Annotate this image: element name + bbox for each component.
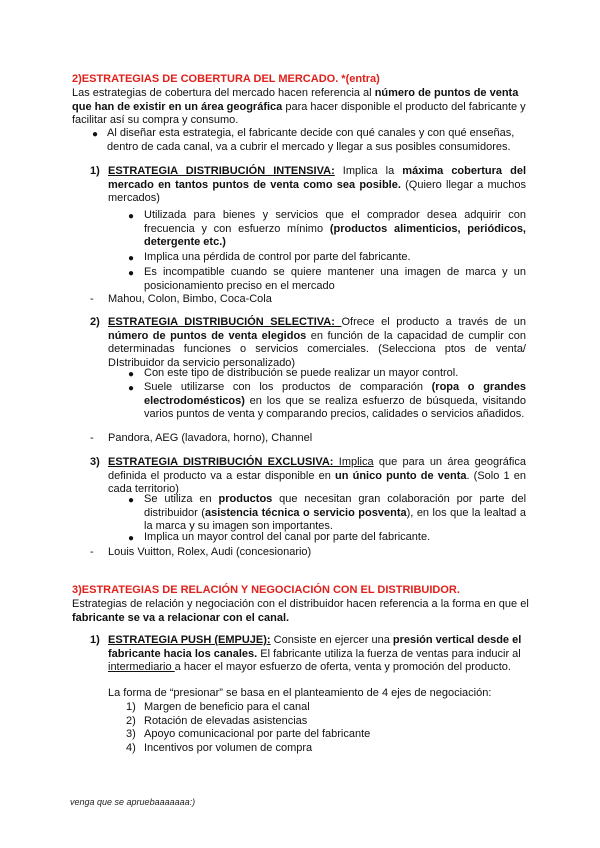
text-run: . (Solo 1 en cada territorio): [108, 469, 526, 495]
exclusive-example: Louis Vuitton, Rolex, Audi (concesionario): [108, 546, 312, 558]
text-run: [335, 316, 342, 328]
text-run: asistencia técnica o servicio posventa: [204, 506, 407, 519]
text-run: un único punto de venta: [335, 469, 467, 482]
text-run: Implica la: [334, 165, 403, 177]
bullet-icon: ●: [128, 495, 135, 506]
list-item: [126, 701, 506, 715]
intensive-bullet-1: [144, 209, 526, 250]
section-2-intro: [72, 87, 534, 128]
strategy-exclusive-text: [108, 456, 526, 497]
text-run: (Quiero llegar a muchos mercados): [108, 178, 526, 204]
text-run: a hacer el mayor esfuerzo de oferta, venta y promoción del producto.: [174, 661, 511, 673]
text-run: intermediario: [108, 661, 175, 673]
intensive-example: Mahou, Colon, Bimbo, Coca-Cola: [108, 293, 272, 305]
text-run: en los que se realiza esfuerzo de búsqueda, visitando varios puntos de venta y comparando precios, calidades o servicios añadidos.: [144, 394, 526, 420]
list-number: 4): [126, 741, 136, 754]
item-number: 1): [90, 634, 100, 646]
text-run: Las estrategias de cobertura del mercado hacen referencia al: [72, 87, 375, 99]
text-run: Se utiliza en: [144, 493, 219, 505]
text-run: Estrategias de relación y negociación con el distribuidor hacen referencia a la forma en que el: [72, 598, 529, 610]
exclusive-bullet-1: [144, 493, 526, 534]
list-text: Rotación de elevadas asistencias: [144, 714, 308, 727]
selective-bullet-1: [144, 367, 526, 381]
negotiation-axes-list: [126, 701, 506, 755]
text-run: Implica un mayor control del canal por parte del fabricante.: [144, 531, 431, 543]
section-3-title: 3)ESTRATEGIAS DE RELACIÓN Y NEGOCIACIÓN CON EL DISTRIBUIDOR.: [72, 584, 460, 596]
intensive-bullet-3: [144, 266, 526, 293]
text-run: ), en los que la lealtad a la marca y su imagen son importantes.: [144, 506, 526, 532]
text-run: que necesitan gran colaboración por parte del distribuidor (: [144, 493, 527, 519]
list-item: [126, 742, 506, 756]
dash-marker: -: [90, 546, 94, 558]
bullet-icon: ●: [128, 383, 135, 394]
list-item: [126, 728, 506, 742]
strategy-intensive-text: [108, 165, 526, 206]
bullet-icon: ●: [128, 369, 135, 380]
bullet-icon: ●: [128, 268, 135, 279]
list-number: 2): [126, 714, 136, 727]
text-run: productos: [218, 493, 273, 505]
section-2-title: 2)ESTRATEGIAS DE COBERTURA DEL MERCADO. *(entra): [72, 73, 380, 85]
exclusive-bullet-2: [144, 531, 526, 545]
negotiation-lead: La forma de “presionar” se basa en el planteamiento de 4 ejes de negociación:: [108, 687, 492, 699]
strategy-push-text: [108, 634, 528, 675]
intensive-bullet-2: [144, 251, 526, 265]
list-text: Margen de beneficio para el canal: [144, 701, 310, 713]
text-run: máxima cobertura del mercado en tantos puntos de venta como sea posible.: [108, 165, 526, 191]
list-text: Apoyo comunicacional por parte del fabricante: [144, 728, 371, 740]
bullet-icon: ●: [128, 533, 135, 544]
text-run: ESTRATEGIA DISTRIBUCIÓN INTENSIVA:: [108, 165, 335, 177]
footer-note: venga que se apruebaaaaaaa:): [70, 797, 196, 807]
text-run: fabricante se va a relacionar con el canal.: [72, 611, 290, 624]
text-run: Con este tipo de distribución se puede realizar un mayor control.: [144, 367, 459, 379]
section-2-bullet: Al diseñar esta estrategia, el fabricante decide con qué canales y con qué enseñas, dentro de cada canal, va a cubrir el mercado y llegar a sus posibles consumidores.: [107, 127, 515, 153]
text-run: Implica una pérdida de control por parte del fabricante.: [144, 251, 411, 263]
text-run: Ofrece el producto a través de un: [341, 316, 526, 328]
text-run: ESTRATEGIA PUSH (EMPUJE):: [108, 634, 271, 646]
text-run: número de puntos de venta elegidos: [108, 329, 307, 342]
text-run: en función de la capacidad de cumplir con determinadas funciones o servicios comerciales. (Selecciona ptos de venta/ DIstribuidor da servicio personalizado): [108, 329, 526, 369]
item-number: 1): [90, 165, 100, 177]
text-run: ESTRATEGIA DISTRIBUCIÓN EXCLUSIVA:: [108, 456, 334, 468]
list-item: [126, 715, 506, 729]
text-run: para hacer disponible el producto del fabricante y facilitar así su compra y consumo.: [72, 100, 526, 126]
item-number: 2): [90, 316, 100, 328]
text-run: Implica: [333, 456, 374, 468]
text-run: número de puntos de venta que han de existir en un área geográfica: [72, 87, 519, 113]
text-run: (productos alimenticios, periódicos, detergente etc.): [144, 222, 526, 248]
text-run: El fabricante utiliza la fuerza de ventas para inducir al: [257, 647, 521, 660]
text-run: Consiste en ejercer una: [270, 634, 393, 646]
selective-example: Pandora, AEG (lavadora, horno), Channel: [108, 432, 313, 444]
strategy-selective-text: [108, 316, 526, 370]
bullet-icon: ●: [128, 253, 135, 264]
text-run: (ropa o grandes electrodomésticos): [144, 381, 526, 407]
dash-marker: -: [90, 432, 94, 444]
dash-marker: -: [90, 293, 94, 305]
section-3-intro: [72, 598, 532, 625]
item-number: 3): [90, 456, 100, 468]
list-text: Incentivos por volumen de compra: [144, 741, 313, 754]
text-run: ESTRATEGIA DISTRIBUCIÓN SELECTIVA:: [108, 316, 335, 328]
text-run: presión vertical desde el fabricante hacia los canales.: [108, 634, 522, 660]
text-run: que para un área geográfica definida el producto va a estar disponible en: [108, 456, 526, 482]
text-run: Suele utilizarse con los productos de comparación: [144, 381, 432, 393]
list-number: 3): [126, 728, 136, 740]
bullet-icon: ●: [92, 129, 99, 140]
text-run: Utilizada para bienes y servicios que el comprador desea adquirir con frecuencia y con esfuerzo mínimo: [144, 209, 526, 235]
selective-bullet-2: [144, 381, 526, 422]
list-number: 1): [126, 701, 136, 713]
bullet-icon: ●: [128, 211, 135, 222]
text-run: Es incompatible cuando se quiere mantener una imagen de marca y un posicionamiento preciso en el mercado: [144, 266, 526, 292]
